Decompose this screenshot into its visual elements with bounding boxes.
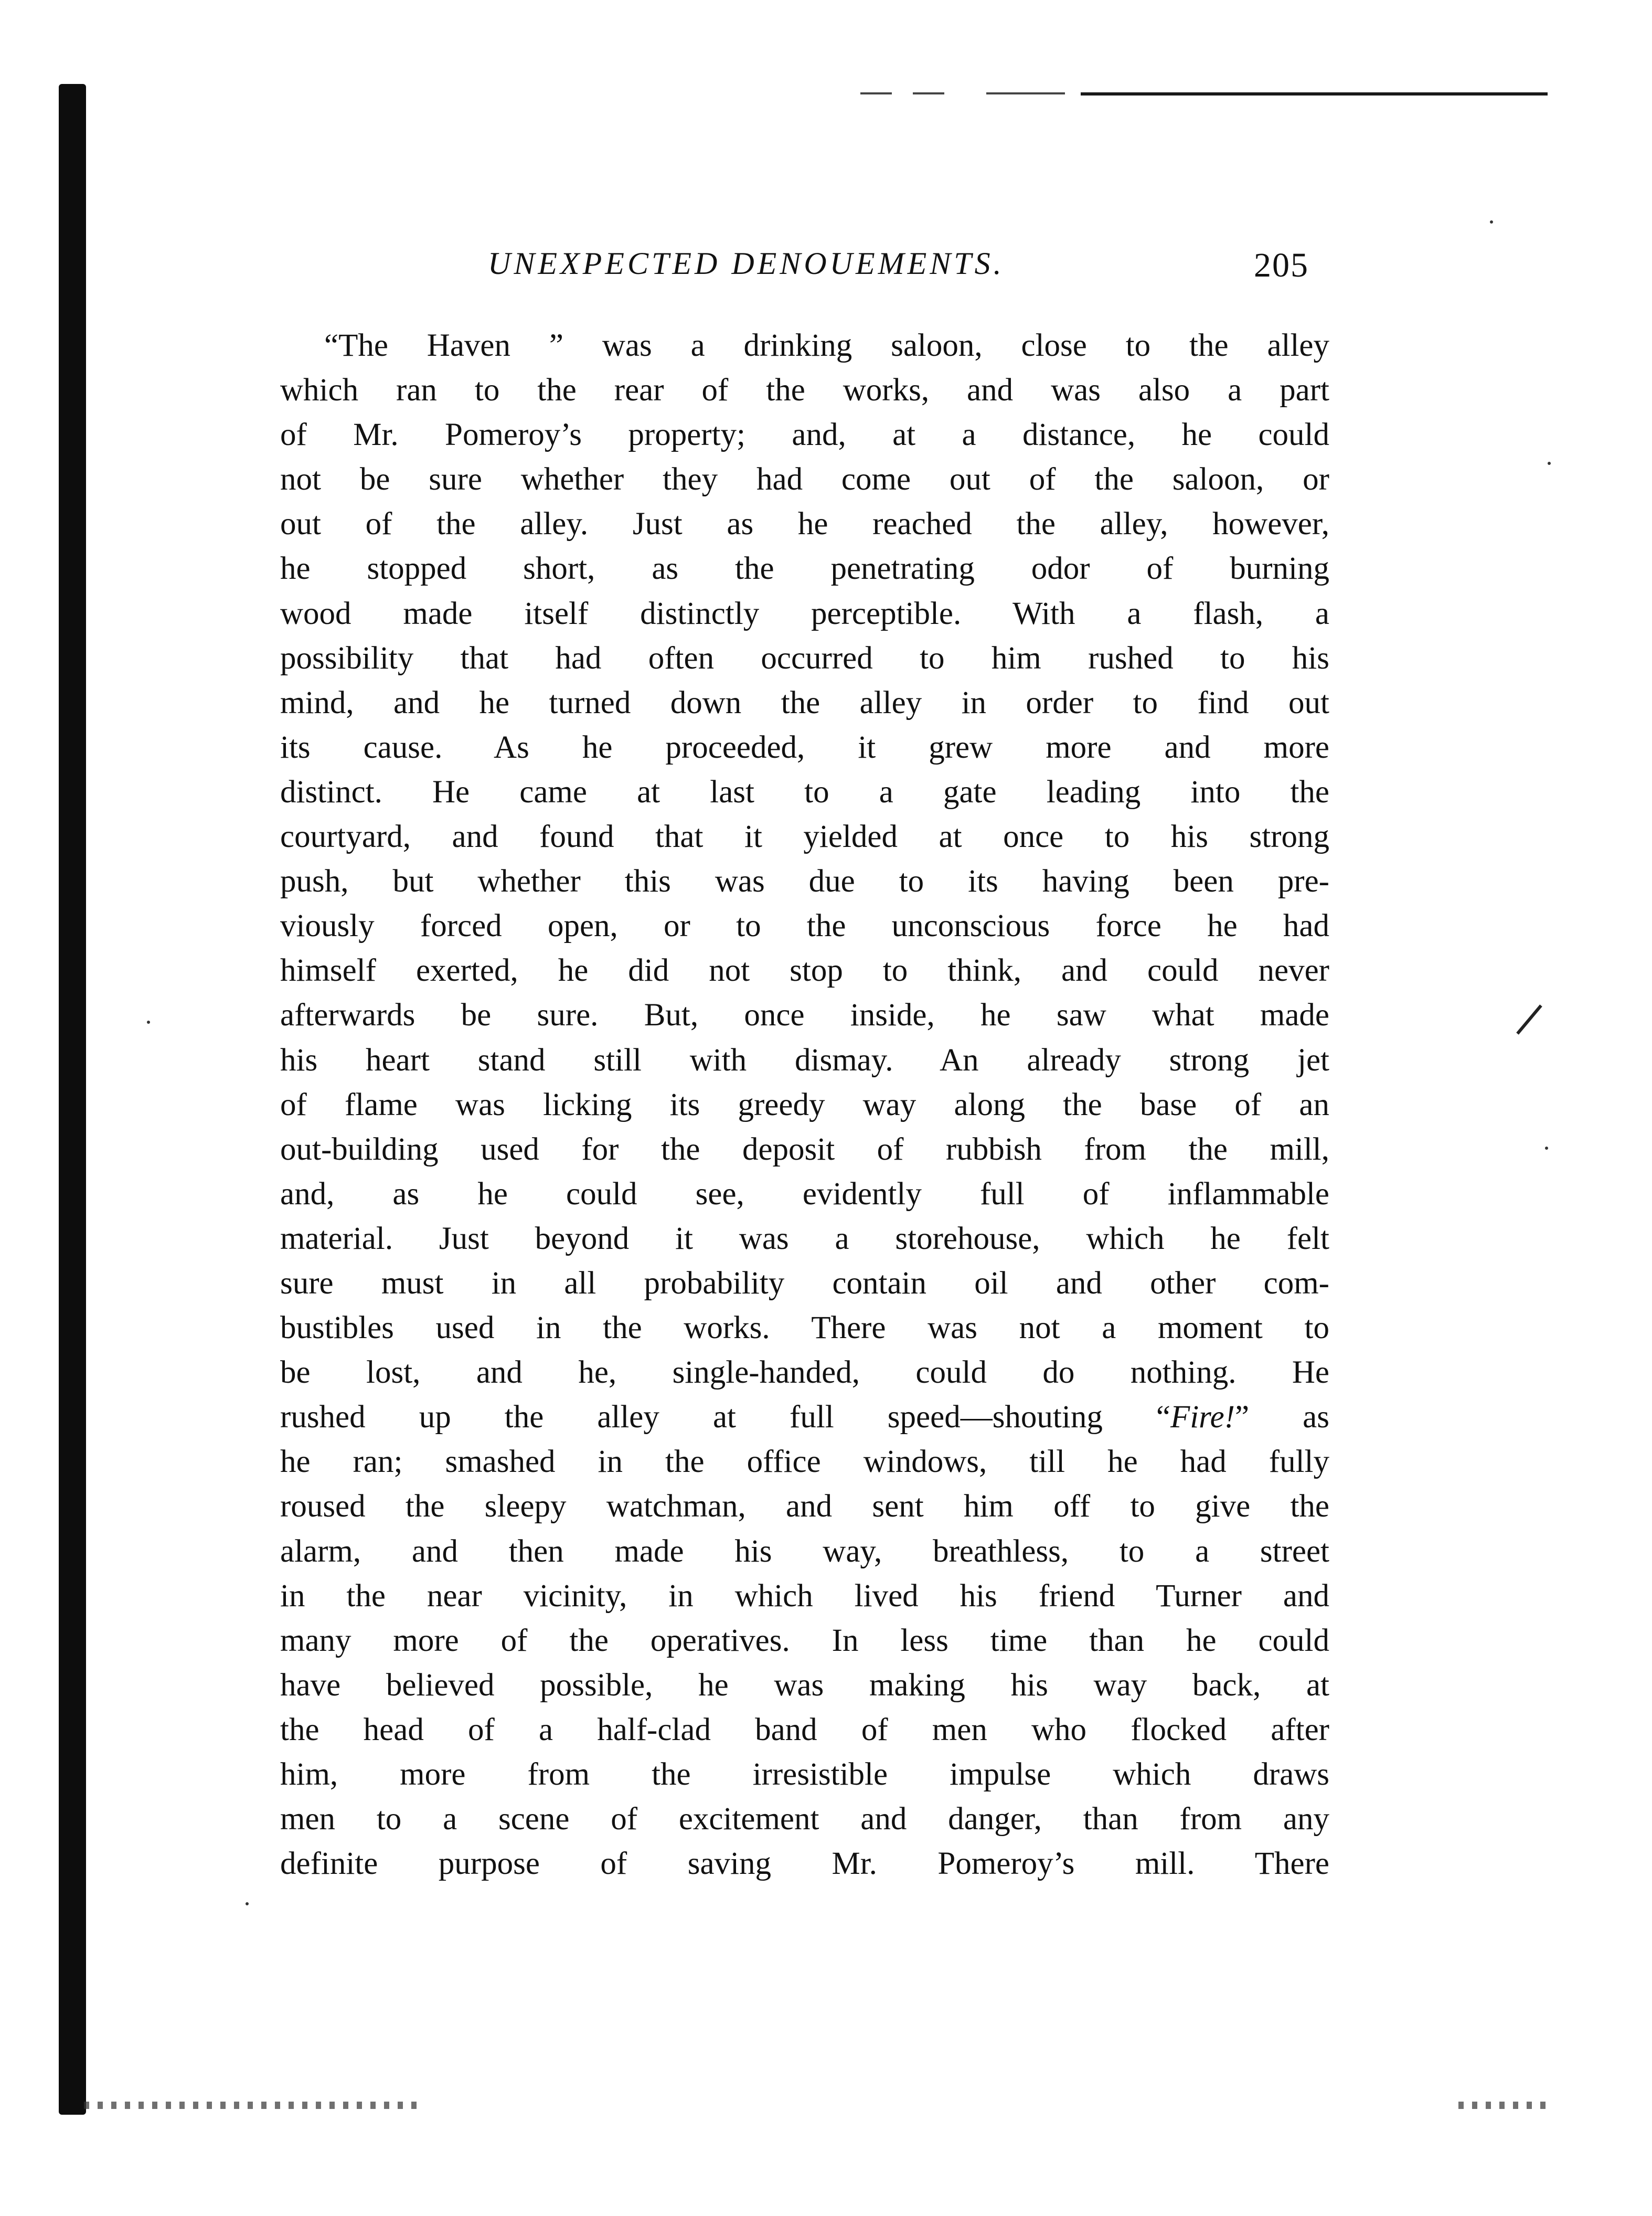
text-line: its cause. As he proceeded, it grew more and more	[280, 729, 1329, 765]
text-line-with-shout	[280, 1395, 1329, 1439]
text-line: men to a scene of excitement and danger, than from any	[280, 1801, 1329, 1837]
text-line: have believed possible, he was making his way back, at	[280, 1667, 1329, 1703]
text-line: which ran to the rear of the works, and was also a part	[280, 373, 1329, 408]
text-line: bustibles used in the works. There was not a moment to	[280, 1310, 1329, 1346]
bottom-scan-smudge	[84, 2102, 420, 2109]
text-line: be lost, and he, single-handed, could do nothing. He	[280, 1355, 1329, 1391]
text-line: many more of the operatives. In less time than he could	[280, 1623, 1329, 1658]
scan-speck	[1545, 1147, 1548, 1150]
top-scan-rule	[1081, 92, 1548, 96]
running-head	[488, 246, 1333, 288]
top-scan-dash	[986, 92, 1065, 94]
shout-emphasis: Fire!	[1170, 1399, 1235, 1435]
body-text	[280, 323, 1329, 1886]
text-line-tail: ” as	[1235, 1399, 1329, 1435]
text-line: and, as he could see, evidently full of inflammable	[280, 1176, 1329, 1212]
text-line: his heart stand still with dismay. An already strong jet	[280, 1042, 1329, 1078]
binding-shadow	[59, 84, 86, 2115]
text-line: material. Just beyond it was a storehouse, which he felt	[280, 1221, 1329, 1256]
text-line: viously forced open, or to the unconscious force he had	[280, 908, 1329, 944]
text-line: not be sure whether they had come out of the saloon, or	[280, 462, 1329, 497]
running-head-title: UNEXPECTED DENOUEMENTS.	[488, 246, 1005, 281]
text-line: wood made itself distinctly perceptible. With a flash, a	[280, 596, 1329, 631]
text-line: “The Haven ” was a drinking saloon, close to the alley	[324, 328, 1329, 363]
text-line: of Mr. Pomeroy’s property; and, at a distance, he could	[280, 417, 1329, 453]
text-line: afterwards be sure. But, once inside, he saw what made	[280, 998, 1329, 1033]
text-line: possibility that had often occurred to him rushed to his	[280, 640, 1329, 676]
text-line: he ran; smashed in the office windows, till he had fully	[280, 1444, 1329, 1480]
top-scan-dash	[913, 92, 944, 94]
bottom-scan-smudge	[1458, 2102, 1553, 2109]
scan-speck	[1548, 462, 1551, 465]
margin-pen-stroke	[1516, 1004, 1542, 1034]
top-scan-dash	[860, 92, 892, 94]
scan-speck	[1490, 220, 1493, 224]
text-line: of flame was licking its greedy way along the base of an	[280, 1087, 1329, 1122]
text-line: out of the alley. Just as he reached the alley, however,	[280, 506, 1329, 542]
text-line: push, but whether this was due to its having been pre-	[280, 864, 1329, 899]
text-line: alarm, and then made his way, breathless, to a street	[280, 1533, 1329, 1569]
text-line: distinct. He came at last to a gate leading into the	[280, 774, 1329, 810]
text-line: the head of a half-clad band of men who flocked after	[280, 1712, 1329, 1747]
scan-speck	[147, 1021, 150, 1024]
text-line: him, more from the irresistible impulse which draws	[280, 1757, 1329, 1792]
text-line: roused the sleepy watchman, and sent him off to give the	[280, 1489, 1329, 1524]
text-line: himself exerted, he did not stop to think, and could never	[280, 953, 1329, 989]
text-line: definite purpose of saving Mr. Pomeroy’s mill. There	[280, 1846, 1329, 1882]
text-line: out-building used for the deposit of rubbish from the mill,	[280, 1131, 1329, 1167]
text-line: mind, and he turned down the alley in order to find out	[280, 685, 1329, 720]
text-line: he stopped short, as the penetrating odor of burning	[280, 551, 1329, 587]
text-line: in the near vicinity, in which lived his friend Turner and	[280, 1578, 1329, 1614]
page-number: 205	[1254, 246, 1309, 284]
text-line: courtyard, and found that it yielded at once to his strong	[280, 819, 1329, 855]
text-line-lead: rushed up the alley at full speed—shouting “	[280, 1399, 1170, 1435]
text-line: sure must in all probability contain oil and other com-	[280, 1265, 1329, 1301]
scan-speck	[246, 1902, 249, 1905]
